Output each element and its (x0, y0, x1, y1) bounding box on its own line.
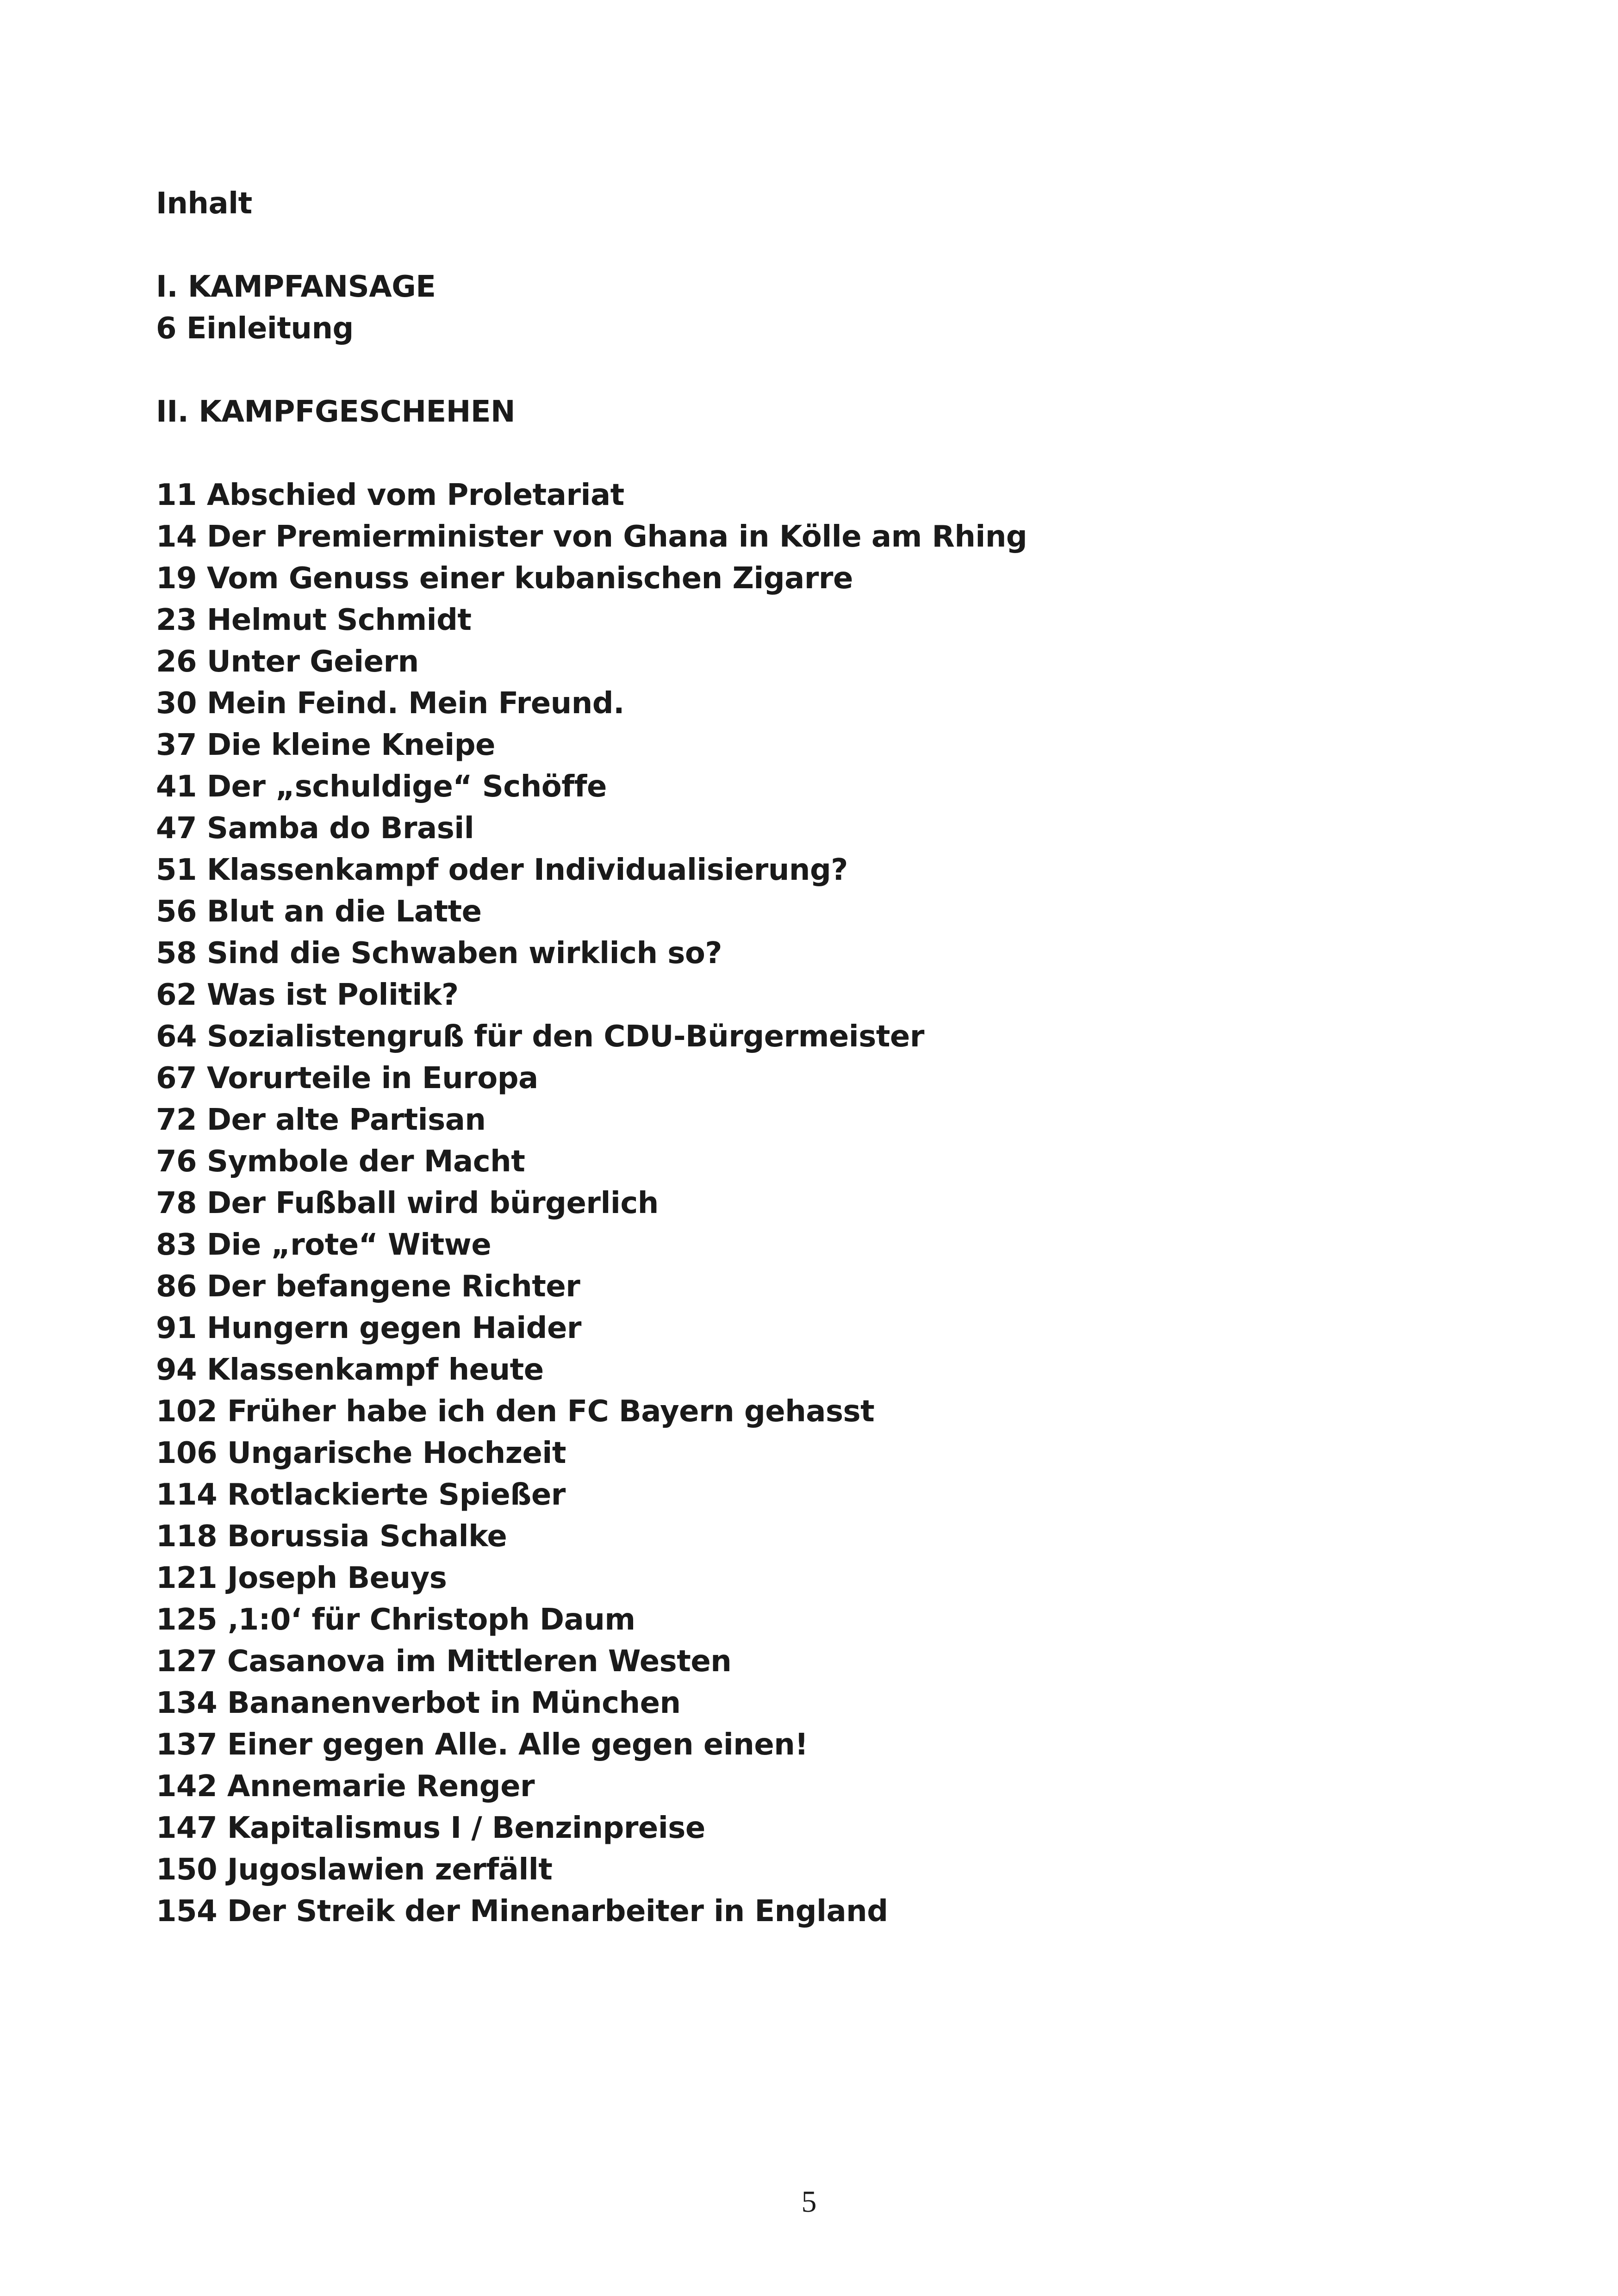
part-1-title: I. KAMPFANSAGE (156, 270, 436, 304)
toc-entry: 37 Die kleine Kneipe (156, 728, 495, 762)
toc-entry: 58 Sind die Schwaben wirklich so? (156, 936, 722, 971)
toc-entry: 11 Abschied vom Proletariat (156, 478, 624, 512)
toc-entry: 94 Klassenkampf heute (156, 1353, 544, 1387)
toc-entry: 86 Der befangene Richter (156, 1269, 580, 1304)
toc-entry: 47 Samba do Brasil (156, 811, 474, 846)
toc-entry: 64 Sozialistengruß für den CDU-Bürgermeister (156, 1020, 924, 1054)
toc-entry: 150 Jugoslawien zerfällt (156, 1853, 553, 1887)
toc-entry: 147 Kapitalismus I / Benzinpreise (156, 1811, 705, 1845)
toc-entry: 127 Casanova im Mittleren Westen (156, 1644, 732, 1679)
table-of-contents (156, 183, 1498, 1932)
toc-entry: 154 Der Streik der Minenarbeiter in England (156, 1894, 888, 1929)
toc-entry: 137 Einer gegen Alle. Alle gegen einen! (156, 1728, 808, 1762)
toc-heading: Inhalt (156, 187, 252, 221)
toc-entry: 118 Borussia Schalke (156, 1519, 507, 1554)
toc-entry: 72 Der alte Partisan (156, 1103, 486, 1137)
toc-entry: 23 Helmut Schmidt (156, 603, 472, 637)
toc-entry: 134 Bananenverbot in München (156, 1686, 681, 1720)
spacer (156, 224, 1498, 266)
toc-entry: 114 Rotlackierte Spießer (156, 1478, 566, 1512)
part-1-entries (156, 308, 1498, 349)
toc-entry: 19 Vom Genuss einer kubanischen Zigarre (156, 561, 853, 596)
toc-entry: 14 Der Premierminister von Ghana in Kölle am Rhing (156, 520, 1027, 554)
toc-entry: 6 Einleitung (156, 311, 354, 346)
toc-entry: 30 Mein Feind. Mein Freund. (156, 686, 624, 721)
toc-entry: 67 Vorurteile in Europa (156, 1061, 538, 1095)
toc-entry: 76 Symbole der Macht (156, 1145, 525, 1179)
spacer (156, 349, 1498, 391)
toc-entry: 102 Früher habe ich den FC Bayern gehasst (156, 1394, 875, 1429)
toc-entry: 51 Klassenkampf oder Individualisierung? (156, 853, 848, 887)
spacer (156, 433, 1498, 474)
toc-entry: 106 Ungarische Hochzeit (156, 1436, 566, 1470)
page-number: 5 (801, 2185, 817, 2219)
toc-entry: 121 Joseph Beuys (156, 1561, 447, 1595)
toc-entry: 142 Annemarie Renger (156, 1769, 535, 1804)
part-2-title: II. KAMPFGESCHEHEN (156, 395, 516, 429)
toc-entry: 26 Unter Geiern (156, 645, 419, 679)
toc-entry: 41 Der „schuldige“ Schöffe (156, 770, 607, 804)
toc-entry: 83 Die „rote“ Witwe (156, 1228, 492, 1262)
toc-entry: 91 Hungern gegen Haider (156, 1311, 581, 1345)
toc-entry: 56 Blut an die Latte (156, 895, 482, 929)
part-2-entries (156, 474, 1498, 1932)
toc-entry: 62 Was ist Politik? (156, 978, 459, 1012)
toc-entry: 78 Der Fußball wird bürgerlich (156, 1186, 659, 1220)
toc-entry: 125 ‚1:0‘ für Christoph Daum (156, 1603, 635, 1637)
